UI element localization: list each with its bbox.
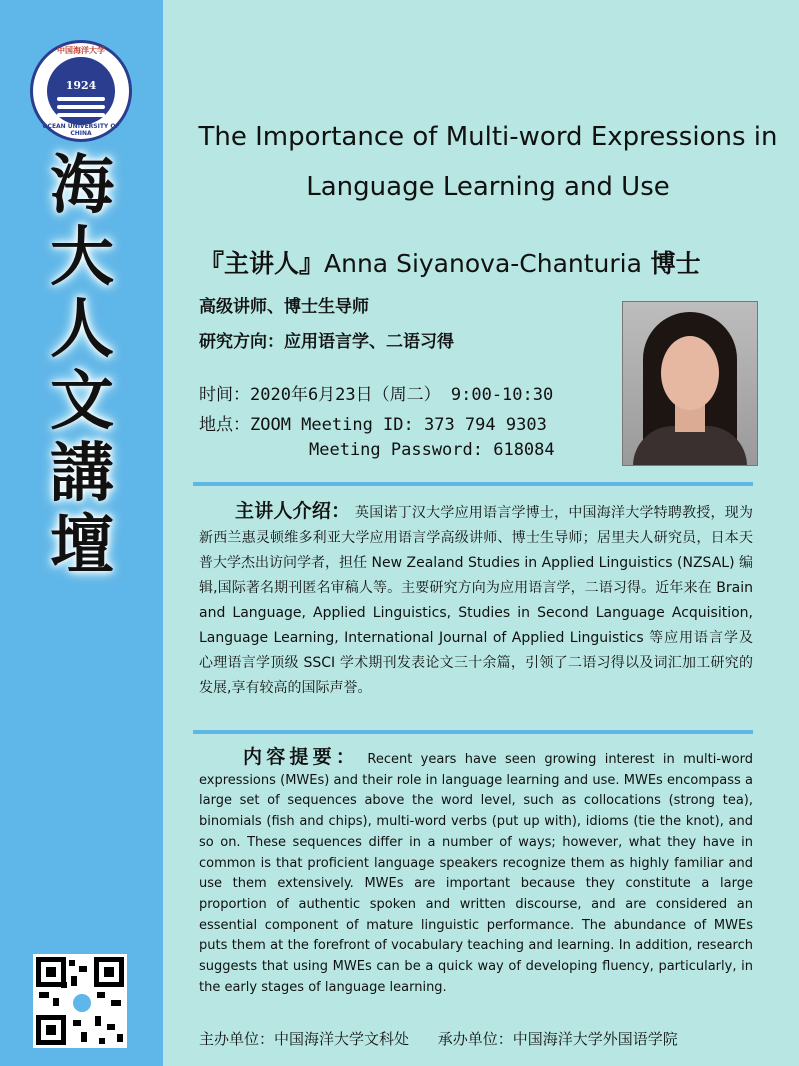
speaker-label: 『主讲人』 (199, 249, 325, 278)
speaker-honorific: 博士 (650, 249, 701, 278)
lecture-title-line2: Language Learning and Use (306, 172, 670, 202)
event-password: Meeting Password: 618084 (309, 440, 555, 460)
series-title-char: 人 (50, 292, 114, 367)
footer-organizer: 承办单位：中国海洋大学外国语学院 (437, 1030, 678, 1048)
series-title-char: 壇 (50, 508, 114, 583)
lecture-title (183, 112, 793, 212)
event-time: 时间：2020年6月23日（周二） 9:00-10:30 (199, 385, 554, 405)
speaker-position: 高级讲师、博士生导师 (199, 297, 369, 317)
series-title-char: 文 (50, 364, 114, 439)
lecture-title-line1: The Importance of Multi-word Expressions in (198, 122, 778, 152)
main-content (163, 0, 799, 1066)
series-title-char: 大 (50, 220, 114, 295)
series-title (22, 150, 142, 582)
qr-code-icon[interactable] (33, 954, 127, 1048)
logo-wave-icon (57, 97, 105, 101)
abstract-heading: 内容提要： (243, 746, 360, 768)
footer (199, 1028, 678, 1049)
logo-year: 1924 (65, 79, 97, 92)
logo-wave-icon (57, 105, 105, 109)
abstract-text: Recent years have seen growing interest in multi-word expressions (MWEs) and their role in language learning and use. MWEs encompass a large set of sequences above the word level, such as collocations (strong tea), binomials (fish and chips), multi-word verbs (put up with), idioms (tie the knot), and so on. These sequences differ in a number of ways; however, what they have in common is that proficient language speakers recognize them as highly familiar and use them extensively. MWEs are important because they constitute a large proportion of authentic spoken and written discourse, and are considered an essential component of mature linguistic performance. The abundance of MWEs puts them at the forefront of vocabulary teaching and learning. In addition, research suggests that using MWEs can be a quick way of developing fluency, particularly, in the early stages of language learning. (199, 752, 753, 995)
section-divider (193, 730, 753, 734)
logo-emblem (47, 57, 115, 125)
speaker-research: 研究方向：应用语言学、二语习得 (199, 332, 454, 352)
logo-ring-bottom-text: OCEAN UNIVERSITY OF CHINA (42, 123, 120, 137)
lecture-abstract (199, 742, 753, 998)
sidebar (0, 0, 163, 1066)
section-divider (193, 482, 753, 486)
series-title-char: 講 (50, 436, 114, 511)
footer-host: 主办单位：中国海洋大学文科处 (199, 1030, 410, 1048)
bio-text: 英国诺丁汉大学应用语言学博士，中国海洋大学特聘教授，现为新西兰惠灵顿维多利亚大学应用语言学高级讲师、博士生导师；居里夫人研究员，日本天普大学杰出访问学者，担任 New Zealand Studies in Applied Linguistics (NZSAL) 编辑,国际著名期刊匿名审稿人等。主要研究方向为应用语言学，二语习得。近年来在 Brain and Language, Applied Linguistics, Studies in Second Language Acquisition, Language Learning, International Journal of Applied Linguistics 等应用语言学及心理语言学顶级 SSCI 学术期刊发表论文三十余篇，引领了二语习得以及词汇加工研究的发展,享有较高的国际声誉。 (199, 505, 753, 696)
speaker-heading (199, 244, 701, 280)
speaker-photo (622, 301, 758, 466)
university-logo (30, 40, 132, 142)
speaker-bio (199, 496, 753, 701)
bio-heading: 主讲人介绍： (235, 500, 351, 522)
event-place: 地点：ZOOM Meeting ID: 373 794 9303 (199, 415, 547, 435)
speaker-name: Anna Siyanova-Chanturia (324, 249, 642, 278)
logo-wave-icon (57, 113, 105, 117)
qr-center-logo-icon (71, 992, 93, 1014)
series-title-char: 海 (50, 148, 114, 223)
logo-ring-top-text: 中国海洋大学 (57, 46, 105, 55)
